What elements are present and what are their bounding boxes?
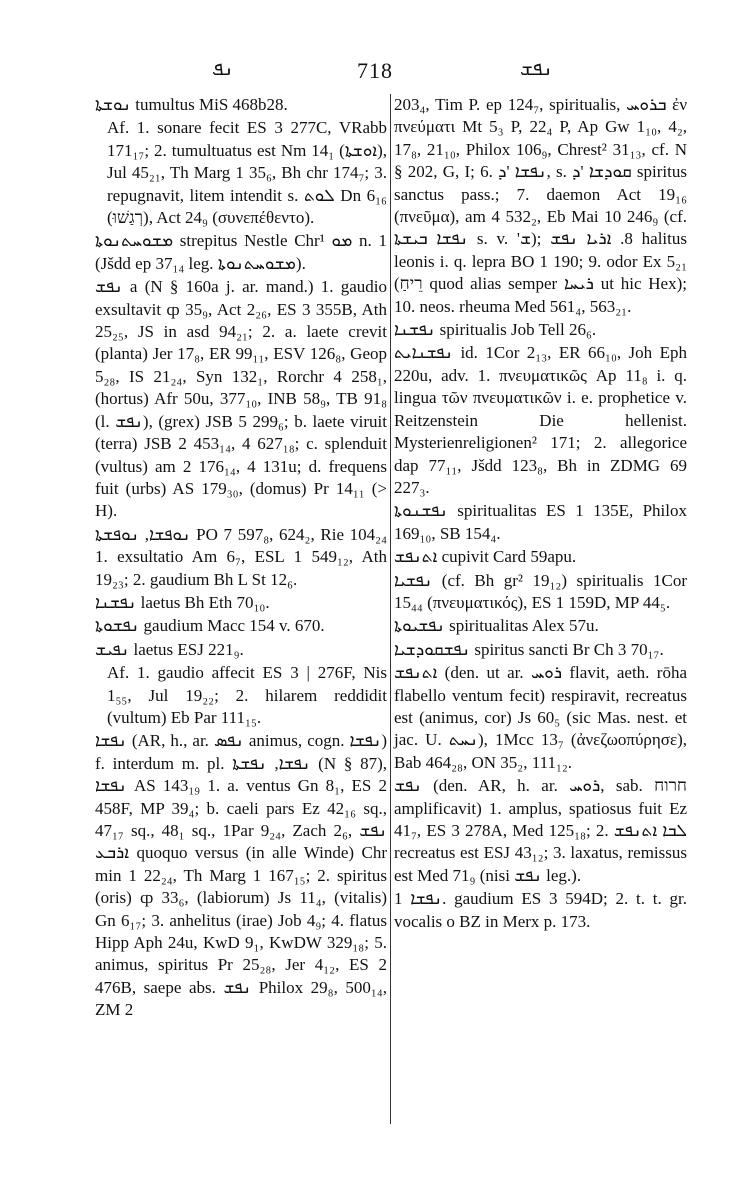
dictionary-entry: ܢܦܫܐ (AR, h., ar. ܢܦܣ animus, cogn. ܢܦܫܐ) f. interdum m. pl. ܢܦܫܐ, ܢܦܫܬܐ (N § 87), ܢܦܫܐ AS 143₁₉ 1. a. ventus Gn 8₁, ES 2 458F, MP 39₄; b. caeli pars Ez 42₁₆ sq., 47₁₇ sq., 48₁ sq., 1Par 9₂₄, Zach 2₆, ܢܦܫ ܐܪܒܥ quoquo versus (in alle Winde) Chr min 1 22₂₄, Th Marg 1 167₁₅; 2. spiritus (oris) ȹ 33₆, (labiorum) Js 11₄, (vitalis) Gn 6₁₇; 3. anhelitus (irae) Job 4₉; 4. flatus Hipp Aph 24u, KwD 9₁, KwDW 329₁₈; 5. animus, spiritus Pr 25₂₈, Jer 4₁₂, ES 2 476B, saepe abs. ܢܦܫ Philox 29₈, 500₁₄, ZM 2 — [95, 731, 388, 1020]
dictionary-entry: ܢܦܫܘܬܐ gaudium Macc 154 v. 670. — [95, 616, 325, 636]
column-divider — [390, 94, 391, 1124]
dictionary-entry: ܢܦܫܢܐܝܬ id. 1Cor 2₁₃, ER 66₁₀, Joh Eph 220u, adv. 1. πνευματικῶς Ap 11₈ i. q. lingua τῶν πνευματικῶν i. e. prophetice v. Reitzenstein Die hellenist. Mysterienreligionen² 171; 2. allegorice dap 77₁₁, Jšdd 123₈, Bh in ZDMG 69 227₃. — [394, 343, 687, 497]
dictionary-entry: ܢܘܦܫܐ, ܢܘܦܫܬܐ PO 7 597₈, 624₂, Rie 104₂₄ 1. exsultatio Am 6₇, ESL 1 549₁₂, Ath 19₂₃; 2. gaudium Bh L St 12₆. — [95, 524, 388, 589]
running-head-right: ܢܦܫ — [520, 58, 553, 80]
dictionary-entry: ܢܦܫܝܐ (cf. Bh gr² 19₁₂) spiritualis 1Cor 15₄₄ (πνευματικός), ES 1 159D, MP 44₅. — [394, 570, 687, 612]
dictionary-entry: ܢܦܫܢܐ spiritualis Job Tell 26₆. — [394, 320, 597, 340]
dictionary-entry: ܢܦܫܐ 1. gaudium ES 3 594D; 2. t. t. gr. vocalis o BZ in Merx p. 173. — [394, 889, 687, 931]
dictionary-entry: ܢܦܫܢܐ laetus Bh Eth 70₁₀. — [95, 592, 270, 612]
dictionary-entry: ܢܦܫܩܘܕܫܝܐ spiritus sancti Br Ch 3 70₁₇. — [394, 639, 664, 659]
dictionary-entry: ܢܦܫ (den. AR, h. ar. ܪܘܚ, sab. חרוח amplificavit) 1. amplus, spatiosus fuit Ez 41₇, ES 3 278A, Med 125₁₈; 2. ܠܒܐ ܐܬܢܦܫ recreatus est ESJ 43₁₂; 3. laxatus, remissus est Med 71₉ (nisi ܢܦܫ leg.). — [394, 776, 687, 885]
page-header — [0, 58, 750, 88]
dictionary-entry: ܢܦܫܝܘܬܐ spiritualitas Alex 57u. — [394, 616, 599, 636]
dictionary-entry: ܢܦܝܫ laetus ESJ 221₉. — [95, 639, 244, 659]
dictionary-entry: Af. 1. sonare fecit ES 3 277C, VRabb 171₁₇; 2. tumultuatus est Nm 14₁ (ܐܘܫܬܐ), Jul 45₂₁, Th Marg 1 35₆, Bh chr 174₇; 3. repugnavit, litem intendit s. ܠܘܬ Dn 6₁₆ (רְגַשׁוּ), Act 24₉ (συνεπέθεντο). — [107, 118, 387, 228]
dictionary-entry: 203₄, Tim P. ep 124₇, spiritualis, ܒܪܘܚ ἐν πνεύματι Mt 5₃ P, 22₄ P, Ap Gw 1₁₀, 4₂, 17₈, 21₁₀, Philox 106₉, Chrest² 31₁₃, cf. N § 202, G, I; 6. ܢܦܫܐ 'ܕ, s. ܩܘܕܫܐ 'ܕ spiritus sanctus pass.; 7. daemon Act 19₁₆ (πνεῦμα), am 4 532₂, Eb Mai 10 246₉ (cf. ܢܦܫܐ ܒܝܫܬܐ s. v. 'ܫ); 8. ܐܪܝܐ ܢܦܫ halitus leonis i. q. lepra BO 1 190; 9. odor Ex 5₂₁ (רֵיחַ quod alias semper ܪܝܚܐ ut hic Hex); 10. neos. rheuma Med 561₄, 563₂₁. — [394, 95, 688, 316]
dictionary-entry: Af. 1. gaudio affecit ES 3 | 276F, Nis 1₅₅, Jul 19₂₂; 2. hilarem reddidit (vultum) Eb Par 111₁₅. — [107, 663, 387, 727]
dictionary-entry: ܐܬܢܦܫ cupivit Card 59apu. — [394, 547, 577, 567]
page-number: 718 — [357, 58, 393, 83]
dictionary-entry: ܢܦܫ a (N § 160a j. ar. mand.) 1. gaudio exsultavit ȹ 35₉, Act 2₂₆, ES 3 355B, Ath 25₂₅, JS in asd 94₂₁; 2. a. laete crevit (planta) Jer 17₈, ER 99₁₁, ESV 126₈, Geop 5₂₈, IS 21₂₄, Syn 132₁, Rorchr 4 258₁, (hortus) Afr 50u, 377₁₀, INB 58₉, TB 91₈ (l. ܢܦܫ), (grex) JSB 5 299₆; b. laete viruit (terra) JSB 2 453₁₄, 4 627₁₈; c. splenduit (vultus) am 2 176₁₄, 4 131u; d. frequens fuit (urbs) AS 179₃₀, (domus) Pr 14₁₁ (> H). — [95, 277, 387, 521]
left-column — [95, 94, 387, 1023]
dictionary-entry: ܐܬܢܦܫ (den. ut ar. ܪܘܚ flavit, aeth. rōha flabello ventum fecit) respiravit, recreatus est (animus, cor) Js 60₅ (sic Mas. nest. et jac. U. ܢܚܬ), 1Mcc 13₇ (ἀνεζωοπύρησε), Bab 464₂₈, ON 35₂, 111₁₂. — [394, 663, 687, 772]
dictionary-entry: ܡܫܘܚܬܢܘܬܐ strepitus Nestle Chr¹ ܡܘ n. 1 (Jšdd ep 37₁₄ leg. ܡܫܘܚܬܢܘܬܐ). — [95, 231, 387, 273]
running-head-left: ܢܦ — [212, 58, 234, 80]
right-column — [394, 94, 687, 934]
dictionary-entry: ܢܘܫܬܐ tumultus MiS 468b28. — [95, 95, 288, 114]
dictionary-entry: ܢܦܫܢܘܬܐ spiritualitas ES 1 135E, Philox 169₁₀, SB 154₄. — [394, 501, 687, 543]
